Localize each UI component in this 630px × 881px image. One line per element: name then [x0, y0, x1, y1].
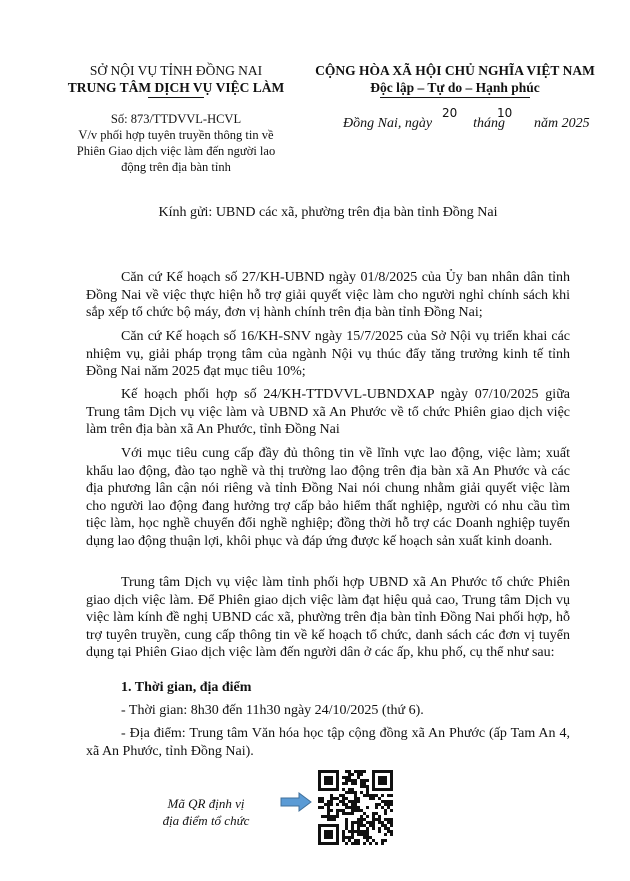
date-month-handwritten: 10: [497, 106, 513, 120]
document-subject: V/v phối hợp tuyên truyền thông tin về Phiên Giao dịch việc làm đến người lao động trên địa bàn tỉnh: [76, 128, 276, 174]
nation-title: CỘNG HÒA XÃ HỘI CHỦ NGHĨA VIỆT NAM: [315, 63, 595, 78]
paragraph-5: Trung tâm Dịch vụ việc làm tỉnh phối hợp UBND xã An Phước tổ chức Phiên giao dịch việc làm. Để Phiên giao dịch việc làm đạt hiệu quả cao, Trung tâm Dịch vụ việc làm kính đề nghị UBND các xã, phường trên địa bàn tỉnh Đồng Nai phối hợp, hỗ trợ tuyên truyền, cung cấp thông tin về kế hoạch tổ chức, danh sách các đơn vị tuyển dụng tại Phiên Giao dịch việc làm đến người dân ở các ấp, khu phố, cụ thể như sau:: [86, 575, 570, 660]
section-heading: 1. Thời gian, địa điểm: [121, 680, 252, 695]
issue-date: Đồng Nai, ngày tháng năm 2025: [343, 116, 590, 131]
paragraph-2: Căn cứ Kế hoạch số 16/KH-SNV ngày 15/7/2025 của Sở Nội vụ triển khai các nhiệm vụ, giải pháp trọng tâm của ngành Nội vụ thúc đẩy tăng trưởng kinh tế tỉnh Đồng Nai năm 2025 đạt mục tiêu 10%;: [86, 329, 570, 379]
right-header-underline: [380, 97, 530, 98]
agency-name: TRUNG TÂM DỊCH VỤ VIỆC LÀM: [67, 80, 285, 95]
paragraph-3: Kế hoạch phối hợp số 24/KH-TTDVVL-UBNDXAP ngày 07/10/2025 giữa Trung tâm Dịch vụ việc làm và UBND xã An Phước về tổ chức Phiên giao dịch việc làm trên địa bàn xã An Phước, tỉnh Đồng Nai: [86, 387, 570, 437]
recipient-line: Kính gửi: UBND các xã, phường trên địa bàn tỉnh Đồng Nai: [158, 205, 498, 220]
document-number: Số: 873/TTDVVL-HCVL: [110, 112, 242, 126]
paragraph-1: Căn cứ Kế hoạch số 27/KH-UBND ngày 01/8/2025 của Ủy ban nhân dân tỉnh Đồng Nai về việc thực hiện hỗ trợ giải quyết việc làm cho người nghỉ chính sách khi sắp xếp tổ chức bộ máy, đơn vị hành chính trên địa bàn tỉnh Đồng Nai;: [86, 270, 570, 320]
date-day-handwritten: 20: [442, 106, 458, 120]
right-arrow-icon: [280, 792, 312, 812]
right-header: [300, 62, 610, 96]
qr-code-icon[interactable]: [318, 770, 393, 845]
left-header: [50, 62, 302, 96]
left-header-underline: [148, 97, 204, 98]
section-item-location: - Địa điểm: Trung tâm Văn hóa học tập cộng đồng xã An Phước (ấp Tam An 4, xã An Phước, tỉnh Đồng Nai).: [86, 726, 570, 759]
qr-caption: Mã QR định vị địa điểm tổ chức: [162, 796, 250, 828]
paragraph-4: Với mục tiêu cung cấp đầy đủ thông tin về lĩnh vực lao động, việc làm; xuất khẩu lao động, đào tạo nghề và thị trường lao động trên địa bàn xã An Phước và các địa phương lân cận nói riêng và tỉnh Đồng Nai nói chung nhằm giải quyết việc làm cho người lao động đang hưởng trợ cấp bảo hiểm thất nghiệp, người có nhu cầu tìm tiệc làm, học nghề chuyển đổi nghề nghiệp; đồng thời hỗ trợ các Doanh nghiệp tuyển dụng lao động thuận lợi, khôi phục và đáp ứng được kế hoạch sản xuất kinh doanh.: [86, 446, 570, 549]
motto: Độc lập – Tự do – Hạnh phúc: [370, 80, 540, 95]
ministry-name: SỞ NỘI VỤ TỈNH ĐỒNG NAI: [89, 63, 263, 78]
section-item-time: - Thời gian: 8h30 đến 11h30 ngày 24/10/2025 (thứ 6).: [121, 703, 424, 718]
